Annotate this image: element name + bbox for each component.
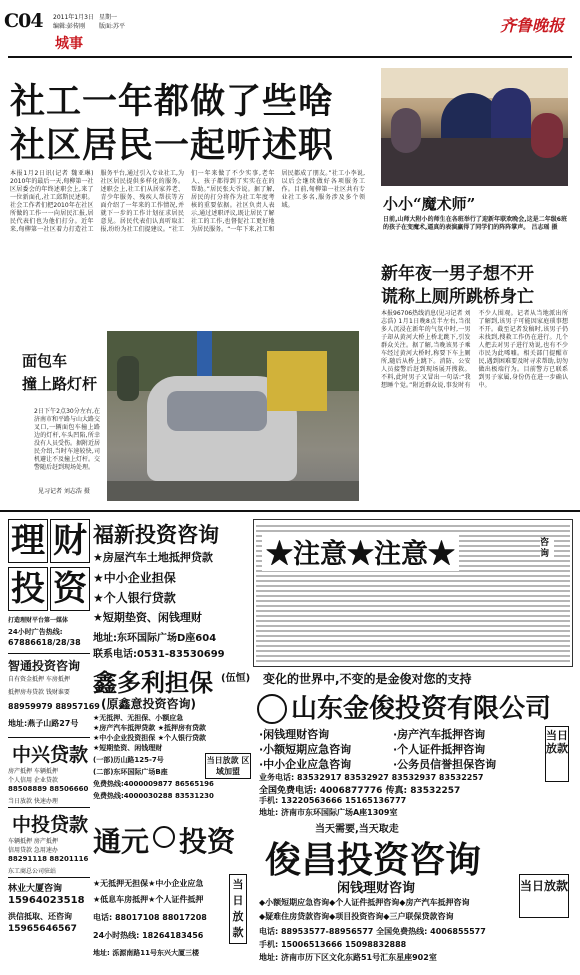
xinduoli-sub: (原鑫意投资咨询) <box>101 697 196 711</box>
ad-jinjun <box>255 670 573 820</box>
side-body: 本报96706热线消息(见习记者 刘志浩) 1月1日晚8点半左右,当很多人沉浸在新年的气氛中时,一男子却从黄河大桥上桥北跳下,引发群众关注。据了解,当晚该男子乘车经过黄河大桥时,称要下车上厕所,随后从桥上跳下。消防、公安人员接警后赶到现场展开搜救。不料,此时男子又冒出一句话:“我想睡个觉。”附近群众说,事发时有不少人围观。记者从当地派出所了解到,该男子可能因家庭琐事想不开。截至记者发稿时,该男子仍未找到,搜救工作仍在进行。几个人把去对男子进行劝说,也有不少市民为此唏嘘。相关部门提醒市民,遇到困难要及时寻求帮助,切勿做出极端行为。目前警方已联系到男子家属,身份仍在进一步确认中。 <box>381 310 568 389</box>
page-editor: 编辑:彭传刚 <box>53 23 86 30</box>
zhongxing-name: 中兴贷款 <box>12 744 89 766</box>
junchang-item-1: ◆小额短期应急咨询◆个人证件抵押咨询◆房产汽车抵押咨询 <box>259 898 470 907</box>
licai-char-d: 资 <box>50 567 90 611</box>
crash-photo <box>107 331 359 501</box>
junchang-phone: 电话: 88953577-88956577 全国免费热线: 4006855577 <box>259 927 486 936</box>
tongyuan-hot: 24小时热线: 18264183456 <box>93 931 204 940</box>
xinduoli-tag: (伍恒) <box>221 673 251 684</box>
side-headline-2: 谎称上厕所跳桥身亡 <box>381 287 534 307</box>
licai-phone: 67886618/28/38 <box>8 638 81 647</box>
junchang-top: 当天需要,当天取走 <box>315 824 399 835</box>
ad-fuxin <box>93 519 253 659</box>
newspaper-logo: 齐鲁晚报 <box>500 16 565 35</box>
licai-char-c: 投 <box>8 567 48 611</box>
jinjun-top: 变化的世界中,不变的是金俊对您的支持 <box>263 672 472 686</box>
jinjun-left-3: ·中小企业应急咨询 <box>259 758 352 771</box>
junchang-addr: 地址: 济南市历下区文化东路51号汇东星座902室 <box>259 953 437 962</box>
fuxin-item-1: ★房屋汽车土地抵押贷款 <box>93 551 213 564</box>
ad-zhitong <box>8 653 100 737</box>
page-date: 2011年1月3日 <box>53 14 94 21</box>
junchang-item-2: ◆疑难住房贷款咨询◆项目投资咨询◆三户联保贷款咨询 <box>259 912 454 921</box>
xinduoli-phone-1: 免费热线:4000009877 86565196 <box>93 780 214 788</box>
jinjun-logo <box>257 694 287 724</box>
tongyuan-phone: 电话: 88017108 88017208 <box>93 913 207 922</box>
tongyuan-title: 通元 <box>93 825 150 858</box>
ad-xinduoli <box>93 663 253 813</box>
notice-side: 咨询 <box>540 538 554 560</box>
jinjun-right-3: ·公务员信誉担保咨询 <box>393 758 497 771</box>
ad-linye <box>8 877 90 939</box>
xinduoli-title: 鑫多利担保 <box>93 668 213 697</box>
lead-headline-2: 社区居民一起听述职 <box>10 125 335 166</box>
zhongtou-note: 东工商总公司驻站 <box>8 868 57 875</box>
xinduoli-item-2: ★房产汽车抵押贷款 ★抵押房有贷款 <box>93 724 206 732</box>
page-header <box>0 0 580 60</box>
tongyuan-item-1: ★无抵押无担保★中小企业应急 <box>93 879 204 888</box>
xinduoli-stamp: 当日放款 区域加盟 <box>205 753 251 779</box>
tongyuan-coin-icon <box>153 826 175 848</box>
ad-tongyuan <box>93 820 251 970</box>
xinduoli-branch-1: (一部)历山路125-7号 <box>93 756 164 764</box>
jinjun-mobile: 手机: 13220563666 15165136777 <box>259 796 407 805</box>
photo-story-title: 小小“魔术师” <box>383 195 476 213</box>
fuxin-item-3: ★个人银行贷款 <box>93 591 176 605</box>
tongyuan-addr: 地址: 泺源南路11号东兴大厦三楼 <box>93 949 199 957</box>
zhongtou-name: 中投贷款 <box>12 814 89 836</box>
fuxin-item-4: ★短期垫资、闲钱理财 <box>93 611 202 624</box>
brief-title-1: 面包车 <box>22 352 68 370</box>
ad-junchang <box>255 820 573 970</box>
page-weekday: 星期一 <box>99 14 118 21</box>
section-title: 城事 <box>55 36 83 52</box>
xinduoli-item-4: ★短期垫资、闲钱理财 <box>93 744 163 752</box>
zhitong-item-1: 自有资金抵押 车房抵押 <box>8 676 70 683</box>
zhitong-item-2: 抵押房寿贷款 钱财谁要 <box>8 689 70 696</box>
ad-zhongxing <box>8 737 90 807</box>
licai-sub: 打造理财平台第一媒体 <box>8 617 69 624</box>
photo-story-caption: 日前,山师大附小的师生在各班举行了迎新年联欢晚会,这是二年级6班的孩子在变魔术,逼真的表演赢得了同学们的阵阵掌声。 吕志瑶 摄 <box>383 216 567 231</box>
zhongxing-note: 当日放款 快速办理 <box>8 798 58 805</box>
zhongxing-item-1: 房产抵押 车辆抵押 <box>8 768 58 775</box>
junchang-sub: 闲钱理财咨询 <box>337 881 416 896</box>
header-rule <box>8 56 572 58</box>
jinjun-addr: 地址: 济南市东环国际广场A座1309室 <box>259 808 398 817</box>
notice-title: ★注意★注意★ <box>262 532 459 571</box>
fuxin-item-2: ★中小企业担保 <box>93 571 176 585</box>
xinduoli-phone-2: 免费热线:4000030288 83531230 <box>93 792 214 800</box>
jinjun-free: 全国免费电话: 4006877776 传真: 83532257 <box>259 786 461 796</box>
brief-title-2: 撞上路灯杆 <box>22 375 98 393</box>
zhitong-addr: 地址:燕子山路27号 <box>8 719 79 728</box>
junchang-mobile: 手机: 15006513666 15098832888 <box>259 940 407 949</box>
zhongtou-phones: 88291118 88201116 <box>8 855 89 863</box>
linye-line: 洪信抵取、还咨询 <box>8 912 72 921</box>
fuxin-phone: 联系电话:0531-83530699 <box>93 649 225 660</box>
magician-photo <box>381 68 568 186</box>
fuxin-title: 福新投资咨询 <box>93 522 219 547</box>
tongyuan-item-2: ★低息车房抵押★个人证件抵押 <box>93 895 204 904</box>
brief-credit: 见习记者 刘志浩 摄 <box>38 488 90 495</box>
xinduoli-item-1: ★无抵押、无担保、小额应急 <box>93 714 184 722</box>
zhongtou-item-1: 车辆抵押 房产抵押 <box>8 838 58 845</box>
page-number: C04 <box>4 10 43 32</box>
zhongxing-item-2: 个人信用 企业贷款 <box>8 777 58 784</box>
licai-char-b: 财 <box>50 519 90 563</box>
zhongtou-item-2: 信用贷款 急用速办 <box>8 847 58 854</box>
linye-name: 林业大厦咨询 <box>8 884 63 894</box>
jinjun-left-2: ·小额短期应急咨询 <box>259 743 352 756</box>
jinjun-phones: 业务电话: 83532917 83532927 83532937 83532257 <box>259 773 484 782</box>
junchang-title: 俊昌投资咨询 <box>265 839 482 881</box>
junchang-stamp: 当日放款 <box>519 874 569 918</box>
page-proof: 版面:苏平 <box>99 23 126 30</box>
jinjun-right-1: ·房产汽车抵押咨询 <box>393 728 486 741</box>
tongyuan-stamp: 当日放款 <box>229 874 247 944</box>
zhitong-name: 智通投资咨询 <box>8 659 81 673</box>
xinduoli-branch-2: (二部)东环国际广场B座 <box>93 768 168 776</box>
zhitong-phones: 88959979 88957169 <box>8 702 100 711</box>
brief-body: 2日下午2点30分左右,在济南市和平路与山大路交叉口,一辆面包车撞上路边的灯杆,车头凹陷,所幸没有人员受伤。据附近居民介绍,当时车速较快,司机避让不及撞上灯杆。交警随后赶到现场处理。 <box>34 408 101 471</box>
jinjun-title: 山东金俊投资有限公司 <box>291 694 552 724</box>
side-headline-1: 新年夜一男子想不开 <box>381 264 534 284</box>
lead-headline-1: 社工一年都做了些啥 <box>10 81 335 122</box>
jinjun-right-2: ·个人证件抵押咨询 <box>393 743 486 756</box>
zhongxing-phones: 88508889 88506660 <box>8 785 89 793</box>
fuxin-addr: 地址:东环国际广场D座604 <box>93 633 217 644</box>
licai-line: 24小时广告热线: <box>8 628 63 636</box>
linye-phone: 15964023518 <box>8 895 85 906</box>
tongyuan-title-2: 投资 <box>179 825 236 858</box>
ad-zhongtou <box>8 807 90 877</box>
licai-char-a: 理 <box>8 519 48 563</box>
ad-licai <box>8 519 100 939</box>
ad-notice <box>253 519 573 667</box>
lead-body: 本报1月2日讯(记者 魏亚琳) 2010年的最后一天,甸柳第一社区居委会的年终述职会上,来了一位新面孔,社工邱斯民述职。社会工作者们把2010年在社区所做的工作一一向居民汇报,居民代表们也为他们打分。近年来,甸柳第一社区着力打造社工服务平台,通过引入专业社工,为社区居民提供多样化的服务。述职会上,社工们从居家养老、青少年服务、残疾人帮扶等方面介绍了一年来的工作情况,并就下一步的工作计划征求居民意见。居民代表们认真听取汇报,纷纷为社工们提建议。“社工们一年来做了不少实事,老年人、孩子都得到了实实在在的帮助。”居民张大爷说。据了解,居民的打分将作为社工年度考核的重要依据。社区负责人表示,通过述职评议,既让居民了解社工的工作,也督促社工更好地为居民服务。“一年下来,社工和居民都成了朋友。”社工小李说,以后会继续做好各项服务工作。目前,甸柳第一社区共有专业社工多名,服务涉及多个领域。 <box>10 170 365 233</box>
jinjun-left-1: ·闲钱理财咨询 <box>259 728 330 741</box>
linye-phone-2: 15965646567 <box>8 924 77 934</box>
xinduoli-item-3: ★中小企业投资担保 ★个人银行贷款 <box>93 734 206 742</box>
jinjun-stamp: 当日放款 <box>545 726 569 782</box>
divider-ads <box>0 510 580 512</box>
